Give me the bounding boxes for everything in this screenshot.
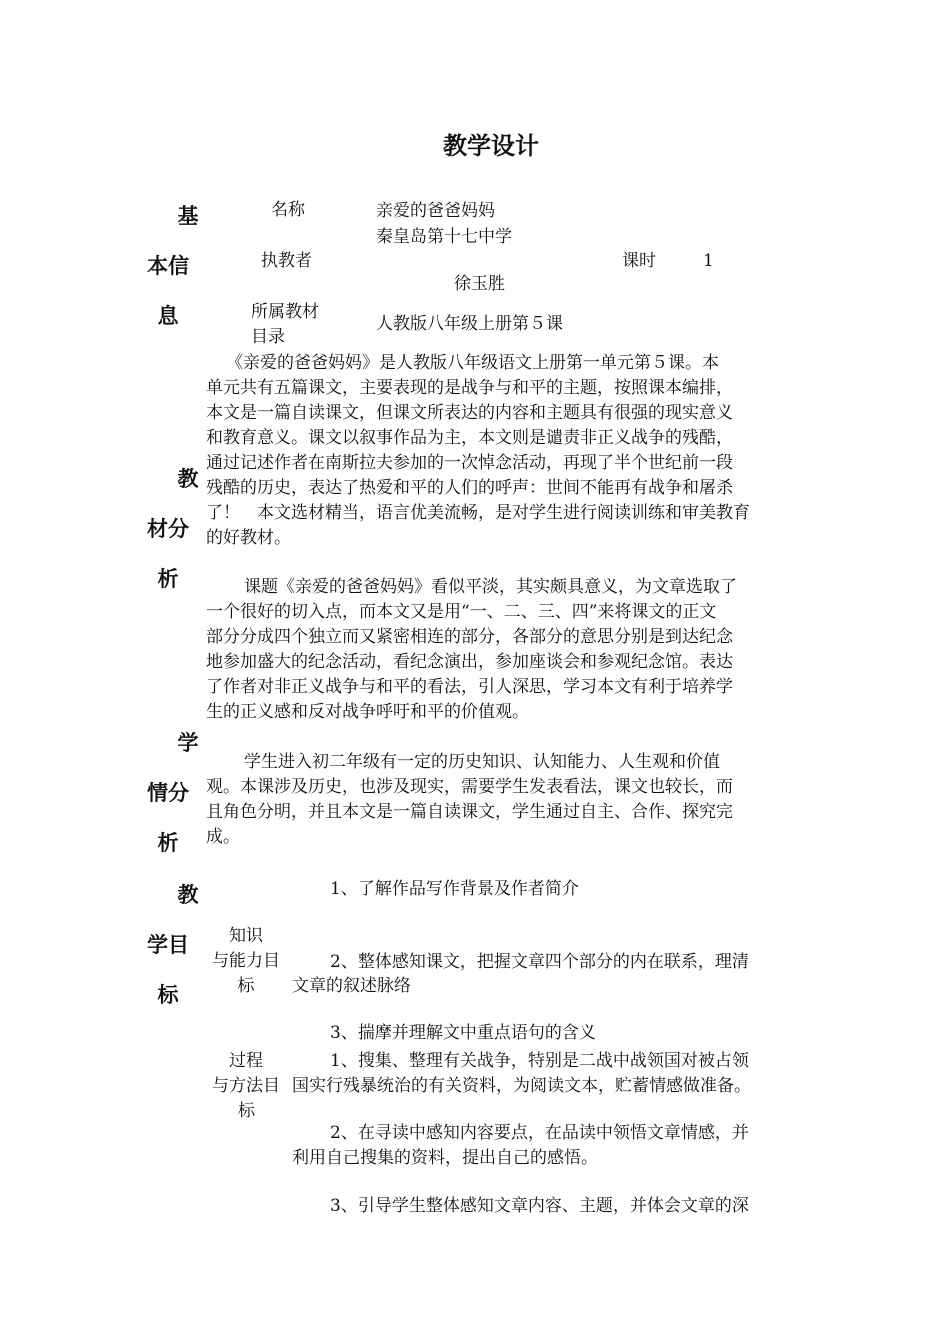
knowledge-goal-2-line-2: 文章的叙述脉络 [292, 976, 411, 996]
process-label-2: 与方法目 [212, 1076, 280, 1096]
text-line: 且角色分明，并且本文是一篇自读课文，学生通过自主、合作、探究完 [206, 802, 733, 822]
section-label-goals-3: 标 [157, 982, 179, 1007]
text-line: 通过记述作者在南斯拉夫参加的一次悼念活动，再现了半个世纪前一段 [206, 453, 733, 473]
knowledge-label-2: 与能力目 [212, 951, 280, 971]
knowledge-label-3: 标 [237, 976, 255, 996]
process-goal-1-line-2: 国实行残暴统治的有关资料，为阅读文本，贮蓄情感做准备。 [292, 1076, 751, 1096]
name-label: 名称 [271, 200, 305, 220]
text-line: 单元共有五篇课文，主要表现的是战争与和平的主题，按照课本编排， [206, 378, 733, 398]
text-line: 成。 [206, 827, 240, 847]
text-line: 课题《亲爱的爸爸妈妈》看似平淡，其实颇具意义，为文章选取了 [244, 577, 737, 597]
page-title: 教学设计 [443, 131, 539, 160]
textbook-label-2: 目录 [251, 327, 285, 347]
text-line: 地参加盛大的纪念活动，看纪念演出，参加座谈会和参观纪念馆。表达 [206, 652, 733, 672]
textbook-value: 人教版八年级上册第５课 [376, 314, 563, 334]
section-label-student-1: 学 [177, 730, 199, 755]
text-line: 部分分成四个独立而又紧密相连的部分，各部分的意思分别是到达纪念 [206, 627, 733, 647]
name-value: 亲爱的爸爸妈妈 [376, 201, 495, 221]
text-line: 《亲爱的爸爸妈妈》是人教版八年级语文上册第一单元第５课。本 [226, 353, 719, 373]
teacher-label: 执教者 [261, 251, 312, 271]
text-line: 了！ 本文选材精当，语言优美流畅，是对学生进行阅读训练和审美教育 [206, 503, 750, 523]
text-line: 生的正义感和反对战争呼吁和平的价值观。 [206, 702, 529, 722]
period-label: 课时 [622, 251, 656, 271]
text-line: 了作者对非正义战争与和平的看法，引人深思，学习本文有利于培养学 [206, 677, 733, 697]
process-goal-2-line-1: 2、在寻读中感知内容要点，在品读中领悟文章情感，并 [330, 1123, 749, 1143]
textbook-label-1: 所属教材 [251, 302, 319, 322]
knowledge-goal-1: 1、了解作品写作背景及作者简介 [330, 879, 579, 899]
text-line: 观。本课涉及历史，也涉及现实，需要学生发表看法，课文也较长，而 [206, 777, 733, 797]
period-value: 1 [703, 251, 714, 271]
section-label-basic-1: 基 [177, 203, 199, 228]
section-label-material-3: 析 [157, 566, 179, 591]
knowledge-goal-3: 3、揣摩并理解文中重点语句的含义 [330, 1023, 596, 1043]
school-name: 秦皇岛第十七中学 [376, 227, 512, 247]
section-label-basic-2: 本信 [147, 253, 189, 278]
teacher-name: 徐玉胜 [454, 274, 505, 294]
process-goal-3-line-1: 3、引导学生整体感知文章内容、主题，并体会文章的深 [330, 1196, 749, 1216]
process-label-3: 标 [238, 1101, 255, 1121]
text-line: 本文是一篇自读课文，但课文所表达的内容和主题具有很强的现实意义 [206, 403, 733, 423]
text-line: 残酷的历史，表达了热爱和平的人们的呼声：世间不能再有战争和屠杀 [206, 478, 733, 498]
material-paragraph-1 [206, 351, 750, 551]
section-label-material-1: 教 [177, 466, 199, 491]
process-label-1: 过程 [229, 1051, 263, 1071]
section-label-student-2: 情分 [147, 780, 189, 805]
student-paragraph [206, 750, 733, 850]
knowledge-label-1: 知识 [229, 926, 263, 946]
material-paragraph-2 [206, 575, 737, 725]
section-label-material-2: 材分 [147, 516, 189, 541]
section-label-goals-2: 学目 [147, 932, 189, 957]
knowledge-goal-2-line-1: 2、整体感知课文，把握文章四个部分的内在联系，理清 [330, 952, 749, 972]
text-line: 的好教材。 [206, 528, 291, 548]
text-line: 一个很好的切入点，而本文又是用“一、二、三、四”来将课文的正文 [206, 602, 717, 622]
text-line: 和教育意义。课文以叙事作品为主，本文则是谴责非正义战争的残酷， [206, 428, 733, 448]
section-label-student-3: 析 [157, 830, 179, 855]
section-label-goals-1: 教 [177, 882, 199, 907]
process-goal-2-line-2: 利用自己搜集的资料，提出自己的感悟。 [292, 1148, 598, 1168]
process-goal-1-line-1: 1、搜集、整理有关战争，特别是二战中战领国对被占领 [330, 1051, 749, 1071]
text-line: 学生进入初二年级有一定的历史知识、认知能力、人生观和价值 [244, 752, 720, 772]
section-label-basic-3: 息 [157, 303, 179, 328]
